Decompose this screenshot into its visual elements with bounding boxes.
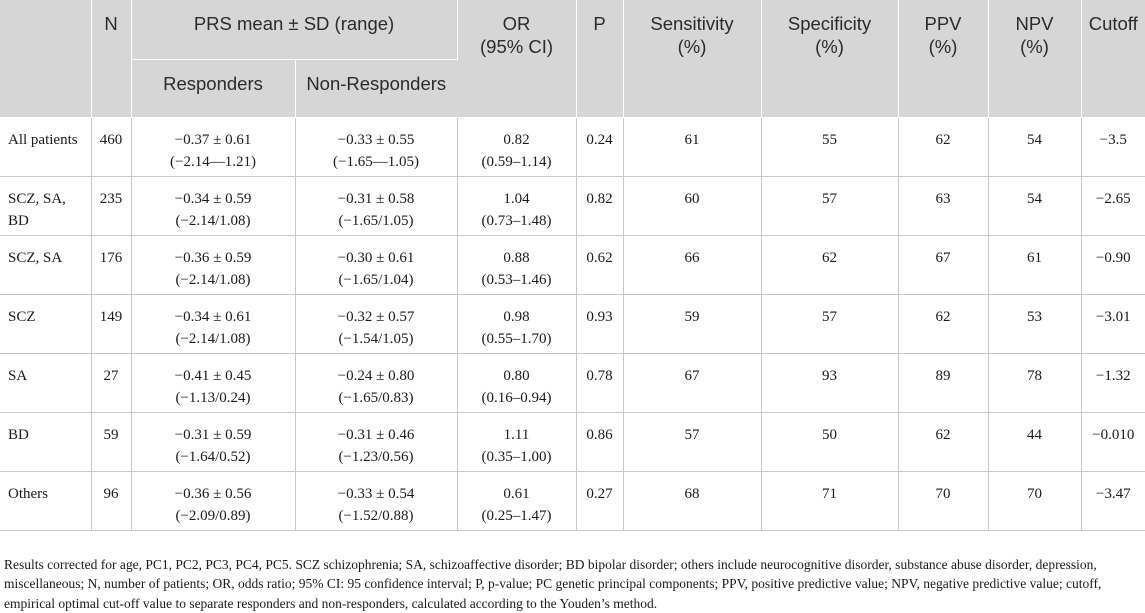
cell-responders: −0.34 ± 0.59 (−2.14/1.08)	[131, 177, 295, 236]
cell-p: 0.78	[576, 354, 623, 413]
cell-cutoff: −0.90	[1081, 236, 1145, 295]
table-row	[0, 118, 1145, 177]
cell-npv: 54	[988, 118, 1081, 177]
cell-ppv: 70	[898, 472, 988, 531]
col-header-specificity: Specificity (%)	[761, 0, 898, 118]
cell-group: SCZ, SA, BD	[0, 177, 91, 236]
cell-npv: 70	[988, 472, 1081, 531]
cell-specificity: 50	[761, 413, 898, 472]
col-header-non-responders: Non-Responders	[295, 60, 457, 118]
cell-responders: −0.36 ± 0.59 (−2.14/1.08)	[131, 236, 295, 295]
cell-cutoff: −1.32	[1081, 354, 1145, 413]
cell-specificity: 93	[761, 354, 898, 413]
cell-non-responders: −0.30 ± 0.61 (−1.65/1.04)	[295, 236, 457, 295]
cell-n: 235	[91, 177, 131, 236]
cell-sensitivity: 57	[623, 413, 761, 472]
cell-non-responders: −0.33 ± 0.55 (−1.65—1.05)	[295, 118, 457, 177]
col-header-p: P	[576, 0, 623, 118]
cell-p: 0.86	[576, 413, 623, 472]
cell-or: 0.80 (0.16–0.94)	[457, 354, 576, 413]
table-row	[0, 295, 1145, 354]
cell-npv: 61	[988, 236, 1081, 295]
table-row	[0, 472, 1145, 531]
col-header-prs: PRS mean ± SD (range)	[131, 0, 457, 60]
table-footnote: Results corrected for age, PC1, PC2, PC3, PC4, PC5. SCZ schizophrenia; SA, schizoaffective disorder; BD bipolar disorder; others include neurocognitive disorder, substance abuse disorder, depression, miscellaneous; N, number of patients; OR, odds ratio; 95% CI: 95 confidence interval; P, p-value; PC genetic principal components; PPV, positive predictive value; NPV, negative predictive value; cutoff, empirical optimal cut-off value to separate responders and non-responders, calculated according to the Youden’s method.	[4, 555, 1134, 613]
col-header-ppv: PPV (%)	[898, 0, 988, 118]
cell-non-responders: −0.31 ± 0.58 (−1.65/1.05)	[295, 177, 457, 236]
cell-group: Others	[0, 472, 91, 531]
cell-or: 1.11 (0.35–1.00)	[457, 413, 576, 472]
cell-responders: −0.37 ± 0.61 (−2.14—1.21)	[131, 118, 295, 177]
cell-n: 149	[91, 295, 131, 354]
cell-npv: 53	[988, 295, 1081, 354]
cell-specificity: 62	[761, 236, 898, 295]
cell-or: 1.04 (0.73–1.48)	[457, 177, 576, 236]
cell-ppv: 62	[898, 295, 988, 354]
col-header-npv: NPV (%)	[988, 0, 1081, 118]
cell-specificity: 55	[761, 118, 898, 177]
cell-npv: 44	[988, 413, 1081, 472]
cell-p: 0.93	[576, 295, 623, 354]
cell-cutoff: −2.65	[1081, 177, 1145, 236]
cell-or: 0.88 (0.53–1.46)	[457, 236, 576, 295]
cell-non-responders: −0.32 ± 0.57 (−1.54/1.05)	[295, 295, 457, 354]
col-header-or: OR (95% CI)	[457, 0, 576, 118]
cell-cutoff: −0.010	[1081, 413, 1145, 472]
cell-cutoff: −3.5	[1081, 118, 1145, 177]
cell-or: 0.82 (0.59–1.14)	[457, 118, 576, 177]
cell-group: BD	[0, 413, 91, 472]
cell-p: 0.82	[576, 177, 623, 236]
col-header-group	[0, 0, 91, 118]
col-header-responders: Responders	[131, 60, 295, 118]
cell-responders: −0.31 ± 0.59 (−1.64/0.52)	[131, 413, 295, 472]
table-body	[0, 118, 1145, 531]
cell-cutoff: −3.47	[1081, 472, 1145, 531]
cell-sensitivity: 67	[623, 354, 761, 413]
cell-specificity: 71	[761, 472, 898, 531]
cell-n: 27	[91, 354, 131, 413]
cell-ppv: 63	[898, 177, 988, 236]
cell-specificity: 57	[761, 295, 898, 354]
cell-n: 96	[91, 472, 131, 531]
cell-non-responders: −0.24 ± 0.80 (−1.65/0.83)	[295, 354, 457, 413]
cell-responders: −0.41 ± 0.45 (−1.13/0.24)	[131, 354, 295, 413]
cell-group: All patients	[0, 118, 91, 177]
cell-p: 0.24	[576, 118, 623, 177]
cell-cutoff: −3.01	[1081, 295, 1145, 354]
cell-or: 0.98 (0.55–1.70)	[457, 295, 576, 354]
cell-or: 0.61 (0.25–1.47)	[457, 472, 576, 531]
col-header-cutoff: Cutoff	[1081, 0, 1145, 118]
col-header-sensitivity: Sensitivity (%)	[623, 0, 761, 118]
cell-ppv: 62	[898, 118, 988, 177]
table-row	[0, 177, 1145, 236]
cell-n: 176	[91, 236, 131, 295]
cell-non-responders: −0.33 ± 0.54 (−1.52/0.88)	[295, 472, 457, 531]
cell-sensitivity: 59	[623, 295, 761, 354]
cell-ppv: 67	[898, 236, 988, 295]
cell-p: 0.62	[576, 236, 623, 295]
cell-group: SCZ, SA	[0, 236, 91, 295]
cell-ppv: 89	[898, 354, 988, 413]
cell-sensitivity: 68	[623, 472, 761, 531]
cell-responders: −0.34 ± 0.61 (−2.14/1.08)	[131, 295, 295, 354]
cell-sensitivity: 61	[623, 118, 761, 177]
col-header-n: N	[91, 0, 131, 118]
cell-p: 0.27	[576, 472, 623, 531]
cell-group: SA	[0, 354, 91, 413]
cell-sensitivity: 66	[623, 236, 761, 295]
cell-n: 59	[91, 413, 131, 472]
cell-npv: 54	[988, 177, 1081, 236]
cell-specificity: 57	[761, 177, 898, 236]
cell-npv: 78	[988, 354, 1081, 413]
cell-non-responders: −0.31 ± 0.46 (−1.23/0.56)	[295, 413, 457, 472]
cell-n: 460	[91, 118, 131, 177]
cell-ppv: 62	[898, 413, 988, 472]
cell-sensitivity: 60	[623, 177, 761, 236]
cell-group: SCZ	[0, 295, 91, 354]
cell-responders: −0.36 ± 0.56 (−2.09/0.89)	[131, 472, 295, 531]
table-row	[0, 413, 1145, 472]
table-row	[0, 236, 1145, 295]
table-row	[0, 354, 1145, 413]
